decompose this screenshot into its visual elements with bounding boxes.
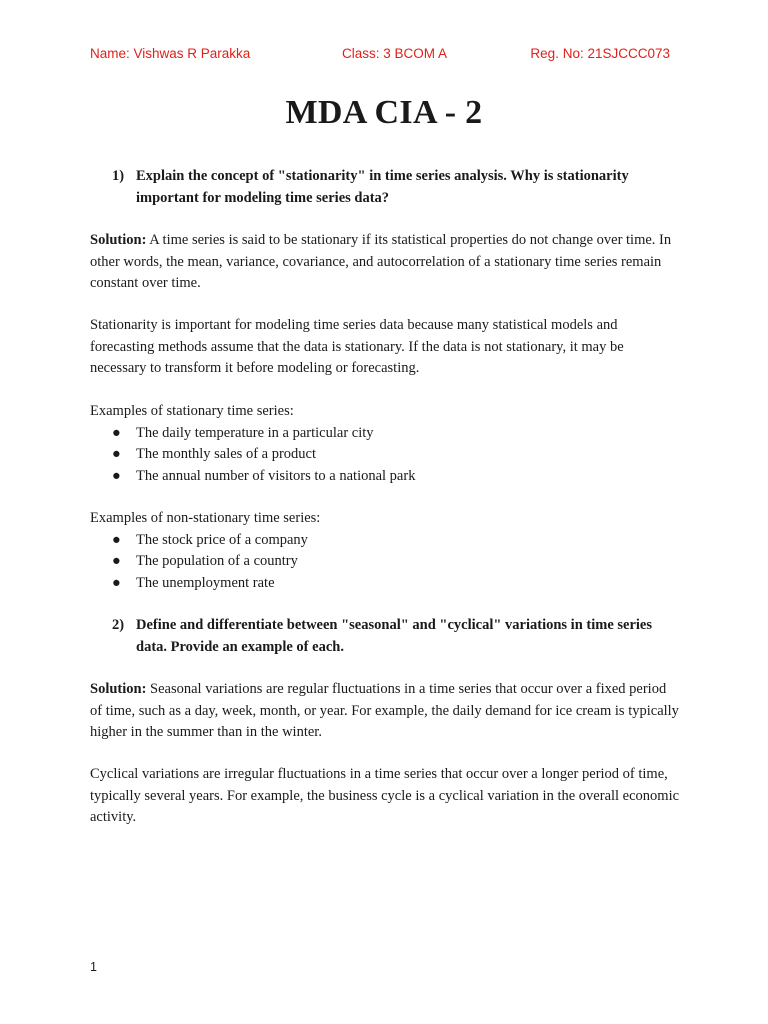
question-2-number: 2) (112, 617, 125, 633)
bullet-icon: ● (112, 531, 121, 548)
non-stationary-examples-list (90, 530, 680, 595)
student-class: Class: 3 BCOM A (342, 46, 448, 61)
non-stationary-examples (90, 508, 680, 594)
solution-text: A time series is said to be stationary if its statistical properties do not change over time. In other words, the mean, variance, covariance, and autocorrelation of a stationary time series remain constant over time. (90, 232, 672, 291)
solution-label: Solution: (90, 681, 147, 697)
solution-text: Seasonal variations are regular fluctuations in a time series that occur over a fixed period of time, such as a day, week, month, or year. For example, the daily demand for ice cream is typically higher in the summer than in the winter. (90, 681, 679, 740)
bullet-icon: ● (112, 467, 121, 484)
question-2-solution (90, 679, 680, 744)
bullet-icon: ● (112, 446, 121, 462)
student-name: Name: Vishwas R Parakka (90, 46, 251, 61)
stationary-examples-list (90, 423, 680, 488)
page-header (90, 46, 670, 64)
question-2-text: Define and differentiate between "seasonal" and "cyclical" variations in time series data. Provide an example of each. (136, 617, 653, 655)
bullet-icon: ● (112, 424, 121, 441)
question-2 (112, 614, 682, 658)
question-1 (112, 165, 682, 209)
list-item: ● The annual number of visitors to a national park (90, 466, 680, 488)
registration-number: Reg. No: 21SJCCC073 (530, 46, 670, 61)
list-item: ● The unemployment rate (90, 573, 680, 595)
question-1-paragraph-2: Stationarity is important for modeling time series data because many statistical models and forecasting methods assume that the data is stationary. If the data is not stationary, it may be necessary to transform it before modeling or forecasting. (90, 317, 624, 376)
page-number: 1 (90, 960, 97, 974)
bullet-icon: ● (112, 553, 121, 569)
question-1-number: 1) (112, 168, 125, 184)
question-1-text: Explain the concept of "stationarity" in time series analysis. Why is stationarity important for modeling time series data? (136, 168, 629, 206)
solution-label: Solution: (90, 232, 147, 248)
list-item: ● The daily temperature in a particular city (90, 423, 680, 445)
list-item: ● The monthly sales of a product (90, 444, 680, 466)
list-item: ● The stock price of a company (90, 530, 680, 552)
list-item: ● The population of a country (90, 551, 680, 573)
question-2-paragraph-2: Cyclical variations are irregular fluctuations in a time series that occur over a longer period of time, typically several years. For example, the business cycle is a cyclical variation in the overall economic activity. (90, 766, 680, 825)
non-stationary-examples-lead: Examples of non-stationary time series: (90, 510, 321, 526)
stationary-examples (90, 401, 680, 487)
question-1-solution (90, 230, 680, 295)
bullet-icon: ● (112, 574, 121, 591)
document-title: MDA CIA - 2 (285, 94, 483, 131)
stationary-examples-lead: Examples of stationary time series: (90, 403, 294, 419)
